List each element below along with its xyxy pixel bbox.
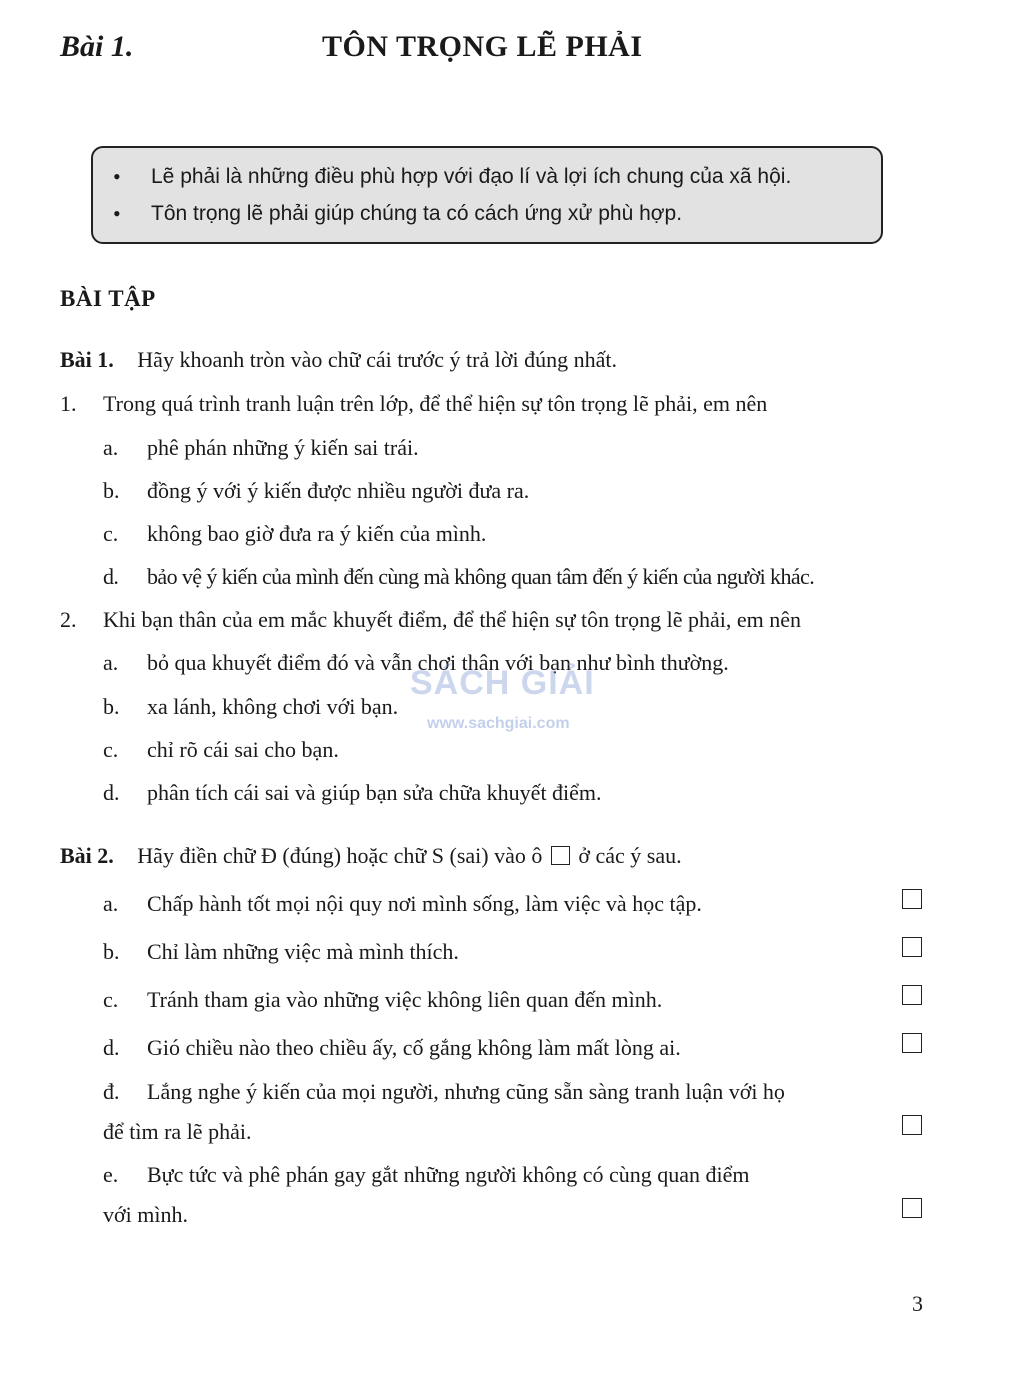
question-1-option-a[interactable]: [0, 435, 1024, 465]
option-text: chỉ rõ cái sai cho bạn.: [147, 737, 339, 762]
statement-a: [0, 891, 1024, 923]
bullet-icon: •: [113, 201, 121, 226]
statement-e: [0, 1162, 1024, 1234]
summary-item-1: Lẽ phải là những điều phù hợp với đạo lí và lợi ích chung của xã hội.: [151, 165, 792, 188]
question-1: [0, 391, 1024, 421]
bullet-icon: •: [113, 164, 121, 189]
option-letter: a.: [103, 650, 119, 675]
exercise2-instruction-end: ở các ý sau.: [578, 843, 682, 868]
statement-d: [0, 1035, 1024, 1067]
page-number: 3: [912, 1291, 923, 1316]
option-text: đồng ý với ý kiến được nhiều người đưa ra.: [147, 478, 530, 503]
lesson-title: TÔN TRỌNG LẼ PHẢI: [322, 30, 643, 63]
statement-letter: d.: [103, 1035, 120, 1060]
option-text: bỏ qua khuyết điểm đó và vẫn chơi thân với bạn như bình thường.: [147, 650, 729, 675]
answer-checkbox-b[interactable]: [902, 937, 922, 957]
question-1-option-d[interactable]: [0, 564, 1024, 594]
answer-box-sample-icon: [551, 846, 570, 865]
statement-letter: a.: [103, 891, 119, 916]
option-letter: c.: [103, 521, 119, 546]
summary-box: [91, 146, 883, 244]
statement-text: Tránh tham gia vào những việc không liên quan đến mình.: [147, 987, 663, 1012]
statement-text: Lắng nghe ý kiến của mọi người, nhưng cũng sẵn sàng tranh luận với họ: [147, 1079, 785, 1104]
question-2-option-d[interactable]: [0, 780, 1024, 810]
question-2-option-c[interactable]: [0, 737, 1024, 767]
option-text: xa lánh, không chơi với bạn.: [147, 694, 399, 719]
answer-checkbox-e[interactable]: [902, 1198, 922, 1218]
option-text: bảo vệ ý kiến của mình đến cùng mà không quan tâm đến ý kiến của người khác.: [147, 564, 815, 589]
option-letter: a.: [103, 435, 119, 460]
option-letter: d.: [103, 564, 119, 589]
question-2: [0, 607, 1024, 637]
lesson-number: Bài 1.: [60, 30, 134, 63]
statement-text: Chấp hành tốt mọi nội quy nơi mình sống, làm việc và học tập.: [147, 891, 702, 916]
statement-b: [0, 939, 1024, 971]
answer-checkbox-c[interactable]: [902, 985, 922, 1005]
exercise2-label: Bài 2.: [60, 843, 114, 868]
watermark-url: www.sachgiai.com: [427, 715, 570, 732]
statement-letter: đ.: [103, 1079, 120, 1104]
question-1-option-b[interactable]: [0, 478, 1024, 508]
statement-text: Chỉ làm những việc mà mình thích.: [147, 939, 459, 964]
statement-text: Gió chiều nào theo chiều ấy, cố gắng không làm mất lòng ai.: [147, 1035, 681, 1060]
option-letter: b.: [103, 478, 120, 503]
statement-letter: e.: [103, 1162, 119, 1187]
answer-checkbox-dd[interactable]: [902, 1115, 922, 1135]
question-text: Khi bạn thân của em mắc khuyết điểm, để thể hiện sự tôn trọng lẽ phải, em nên: [103, 607, 802, 632]
exercise1-label: Bài 1.: [60, 347, 114, 372]
question-number: 2.: [60, 607, 77, 632]
exercise1-instruction: Hãy khoanh tròn vào chữ cái trước ý trả lời đúng nhất.: [137, 347, 617, 372]
answer-checkbox-d[interactable]: [902, 1033, 922, 1053]
statement-text-continued: để tìm ra lẽ phải.: [103, 1119, 252, 1144]
statement-letter: c.: [103, 987, 119, 1012]
statement-text-continued: với mình.: [103, 1202, 188, 1227]
statement-letter: b.: [103, 939, 120, 964]
question-1-option-c[interactable]: [0, 521, 1024, 551]
summary-item-2: Tôn trọng lẽ phải giúp chúng ta có cách ứng xử phù hợp.: [151, 202, 683, 225]
question-number: 1.: [60, 391, 77, 416]
option-text: phân tích cái sai và giúp bạn sửa chữa khuyết điểm.: [147, 780, 602, 805]
option-letter: d.: [103, 780, 120, 805]
exercise1-heading: [60, 347, 617, 373]
exercise2-heading: [60, 843, 682, 869]
statement-c: [0, 987, 1024, 1019]
answer-checkbox-a[interactable]: [902, 889, 922, 909]
option-text: không bao giờ đưa ra ý kiến của mình.: [147, 521, 487, 546]
statement-dd: [0, 1079, 1024, 1151]
exercise2-instruction: Hãy điền chữ Đ (đúng) hoặc chữ S (sai) vào ô: [137, 843, 543, 868]
question-text: Trong quá trình tranh luận trên lớp, để thể hiện sự tôn trọng lẽ phải, em nên: [103, 391, 768, 416]
option-letter: b.: [103, 694, 120, 719]
option-text: phê phán những ý kiến sai trái.: [147, 435, 419, 460]
watermark-logo: SÁCH GIẢI: [410, 664, 595, 702]
statement-text: Bực tức và phê phán gay gắt những người không có cùng quan điểm: [147, 1162, 750, 1187]
section-title: BÀI TẬP: [60, 286, 156, 311]
option-letter: c.: [103, 737, 119, 762]
